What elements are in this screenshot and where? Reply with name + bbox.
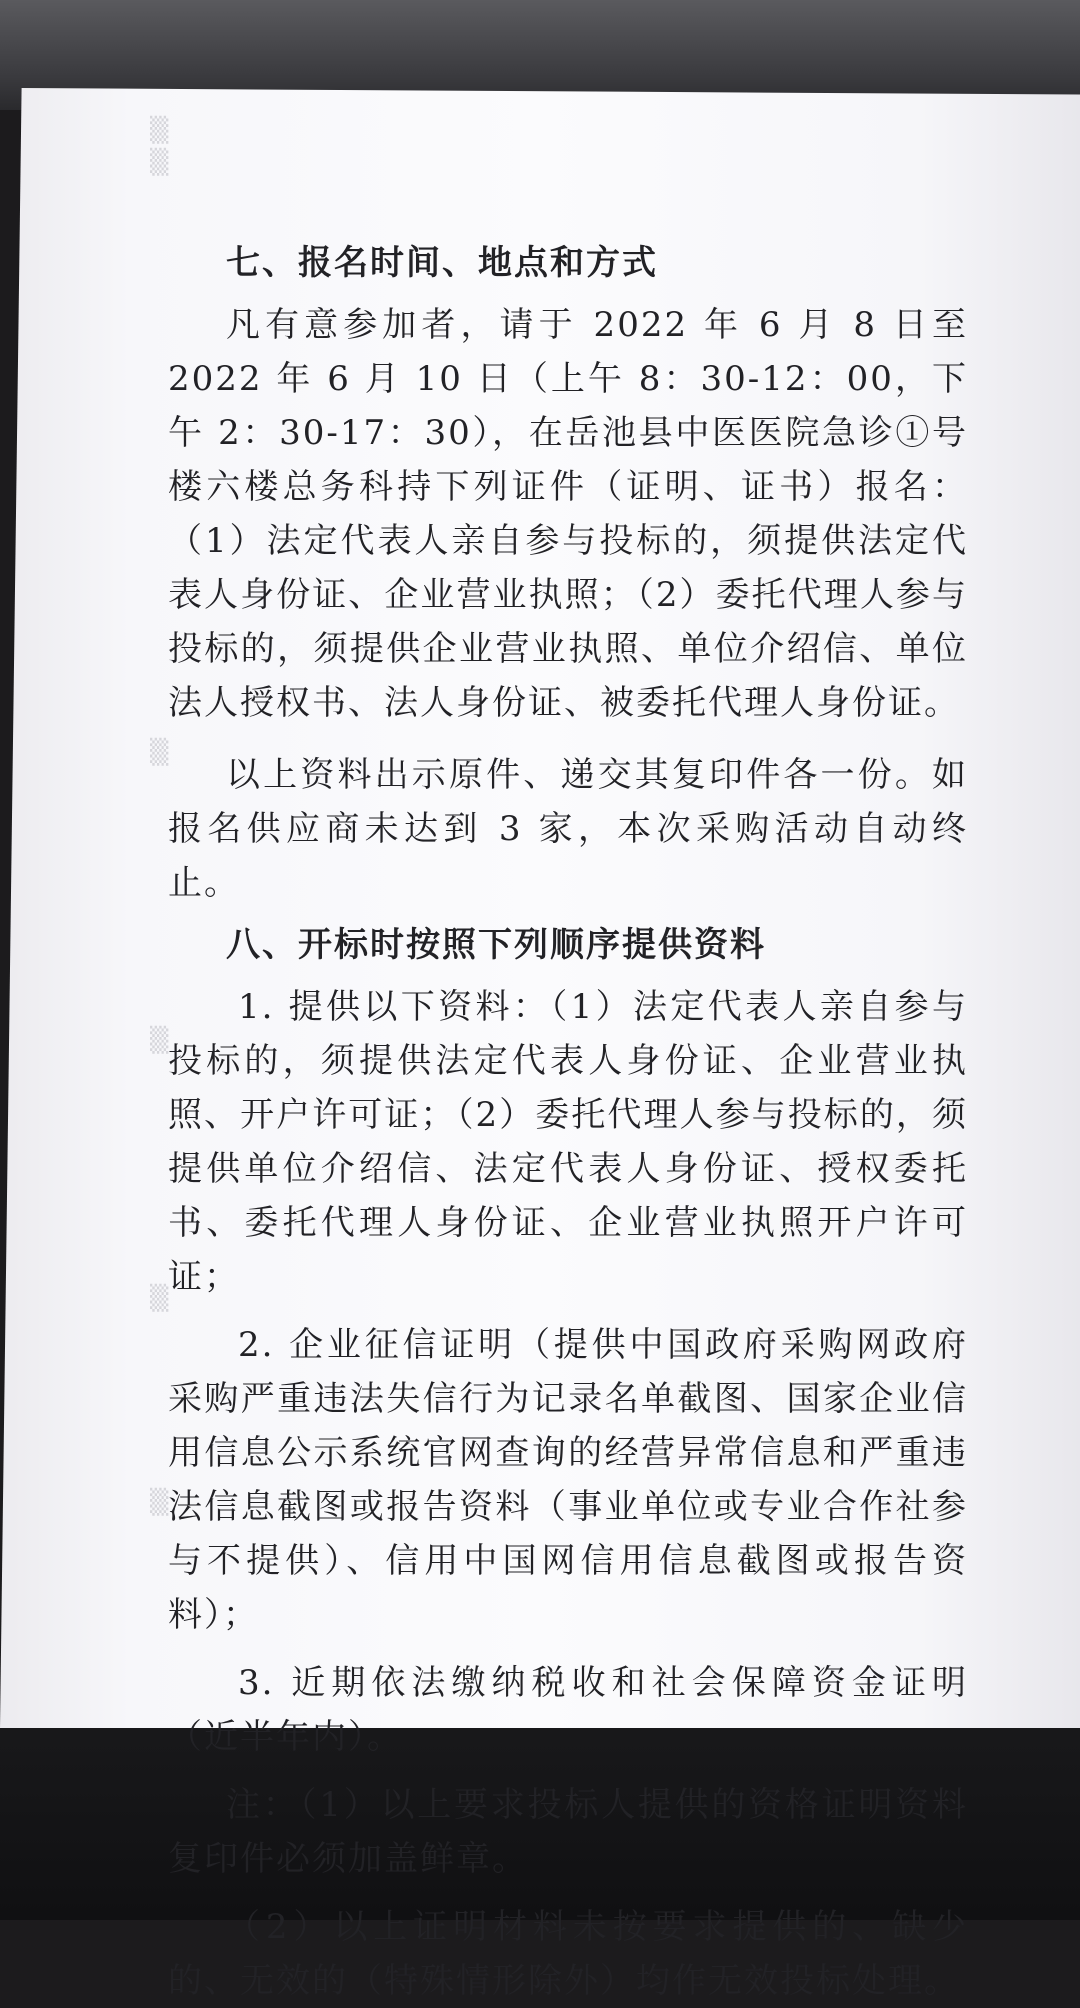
bleed-through-mark: ▒ — [150, 1026, 169, 1054]
section-8-item-2: 2. 企业征信证明（提供中国政府采购网政府采购严重违法失信行为记录名单截图、国家企业信用信息公示系统官网查询的经营异常信息和严重违法信息截图或报告资料（事业单位或专业合作社参与不提供）、信用中国网信用信息截图或报告资料）； — [168, 1325, 968, 1635]
document-body — [168, 236, 968, 2008]
bleed-through-mark: ▒ — [150, 1488, 169, 1516]
section-7-paragraph-2: 以上资料出示原件、递交其复印件各一份。如报名供应商未达到 3 家，本次采购活动自动终止。 — [168, 755, 968, 903]
bleed-through-mark: ▒ — [150, 148, 169, 176]
section-7-paragraph-1: 凡有意参加者，请于 2022 年 6 月 8 日至 2022 年 6 月 10 日（上午 8：30-12：00，下午 2：30-17：30），在岳池县中医医院急诊①号楼六楼总务科持下列证件（证明、证书）报名：（1）法定代表人亲自参与投标的，须提供法定代表人身份证、企业营业执照；（2）委托代理人参与投标的，须提供企业营业执照、单位介绍信、单位法人授权书、法人身份证、被委托代理人身份证。 — [168, 305, 968, 723]
section-8-item-3: 3. 近期依法缴纳税收和社会保障资金证明（近半年内）。 — [168, 1663, 968, 1757]
bleed-through-mark: ▒ — [150, 738, 169, 766]
section-7-heading: 七、报名时间、地点和方式 — [226, 243, 658, 283]
section-8-item-1: 1. 提供以下资料：（1）法定代表人亲自参与投标的，须提供法定代表人身份证、企业营业执照、开户许可证；（2）委托代理人参与投标的，须提供单位介绍信、法定代表人身份证、授权委托书、委托代理人身份证、企业营业执照开户许可证； — [168, 987, 968, 1297]
bleed-through-mark: ▒ — [150, 1284, 169, 1312]
bleed-through-mark: ▒ — [150, 116, 169, 144]
section-8-heading: 八、开标时按照下列顺序提供资料 — [226, 925, 766, 965]
section-8-note-2: （2）以上证明材料未按要求提供的、缺少的、无效的（特殊情形除外）均作无效投标处理。 — [168, 1907, 968, 2001]
section-8-note-1: 注：（1）以上要求投标人提供的资格证明资料复印件必须加盖鲜章。 — [168, 1785, 968, 1879]
